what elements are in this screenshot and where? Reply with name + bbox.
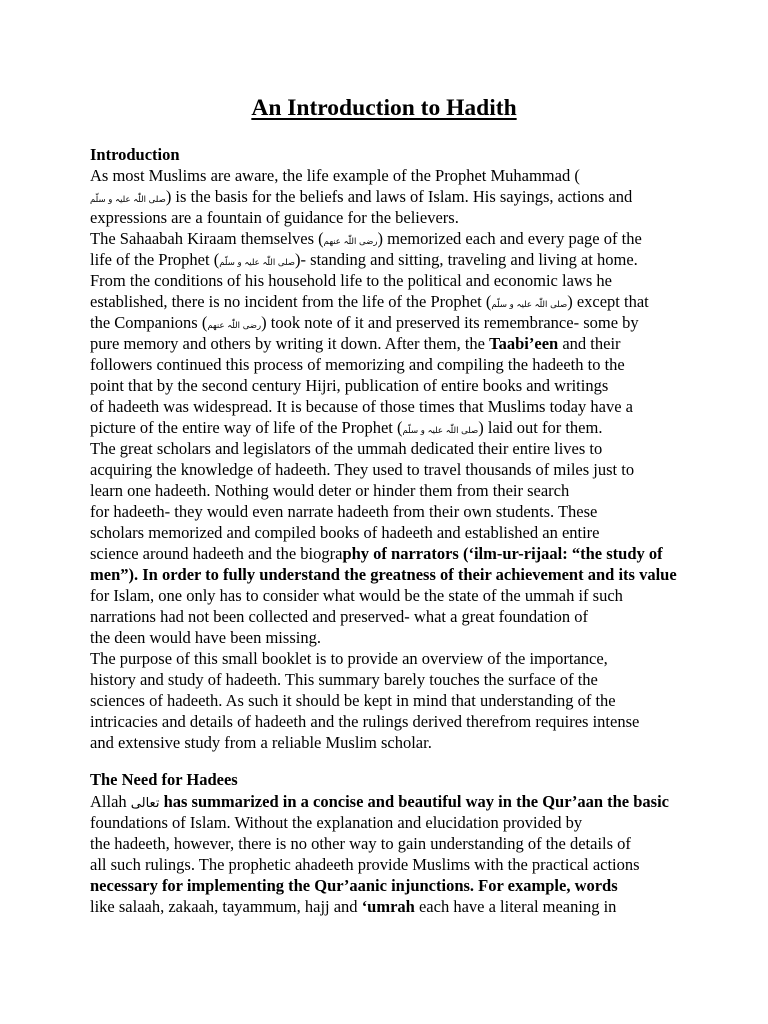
- paragraph-line: point that by the second century Hijri, publication of entire books and writings: [90, 376, 609, 395]
- page-title: An Introduction to Hadith: [251, 95, 517, 121]
- paragraph-line: The Sahaabah Kiraam themselves (رضى اللّٰہ عنهم) memorized each and every page of the: [90, 229, 642, 248]
- arabic-salutation: صلى اللّٰہ علیہ و سلّم: [402, 426, 479, 436]
- arabic-salutation: صلى اللّٰہ علیہ و سلّم: [219, 258, 296, 268]
- paragraph-line: followers continued this process of memorizing and compiling the hadeeth to the: [90, 355, 625, 374]
- section-heading-introduction: Introduction: [90, 145, 180, 164]
- arabic-salutation: صلى اللّٰہ علیہ و سلّم: [90, 195, 166, 205]
- paragraph-line: From the conditions of his household life to the political and economic laws he: [90, 271, 612, 290]
- paragraph-line: like salaah, zakaah, tayammum, hajj and ‘umrah each have a literal meaning in: [90, 897, 617, 916]
- paragraph-line: foundations of Islam. Without the explanation and elucidation provided by: [90, 813, 583, 832]
- paragraph-line: learn one hadeeth. Nothing would deter or hinder them from their search: [90, 481, 570, 500]
- paragraph-line: necessary for implementing the Qur’aanic injunctions. For example, words: [90, 876, 618, 895]
- paragraph-line: the hadeeth, however, there is no other way to gain understanding of the details of: [90, 834, 631, 853]
- paragraph-line: صلى اللّٰہ علیہ و سلّم) is the basis for the beliefs and laws of Islam. His sayings, actions and: [90, 187, 633, 206]
- paragraph-line: expressions are a fountain of guidance for the believers.: [90, 208, 459, 227]
- arabic-word: تعالى: [130, 796, 160, 811]
- paragraph-line: picture of the entire way of life of the Prophet (صلى اللّٰہ علیہ و سلّم) laid out for them.: [90, 418, 603, 437]
- arabic-salutation: رضى اللّٰہ عنهم: [207, 321, 262, 331]
- paragraph-line: sciences of hadeeth. As such it should be kept in mind that understanding of the: [90, 691, 616, 710]
- paragraph-line: scholars memorized and compiled books of hadeeth and established an entire: [90, 523, 600, 542]
- paragraph-line: the deen would have been missing.: [90, 628, 321, 647]
- paragraph-line: The purpose of this small booklet is to provide an overview of the importance,: [90, 649, 608, 668]
- paragraph-line: and extensive study from a reliable Muslim scholar.: [90, 733, 432, 752]
- paragraph-line: science around hadeeth and the biography of narrators (‘ilm-ur-rijaal: “the study of: [90, 544, 663, 563]
- paragraph-line: life of the Prophet (صلى اللّٰہ علیہ و سلّم)- standing and sitting, traveling and living at home.: [90, 250, 638, 269]
- arabic-salutation: صلى اللّٰہ علیہ و سلّم: [491, 300, 568, 310]
- paragraph-line: men”). In order to fully understand the greatness of their achievement and its value: [90, 565, 677, 584]
- paragraph-line: the Companions (رضى اللّٰہ عنهم) took note of it and preserved its remembrance- some by: [90, 313, 639, 332]
- paragraph-line: for hadeeth- they would even narrate hadeeth from their own students. These: [90, 502, 598, 521]
- paragraph-line: pure memory and others by writing it down. After them, the Taabi’een and their: [90, 334, 621, 353]
- section-heading-need-for-hadees: The Need for Hadees: [90, 770, 238, 789]
- paragraph-line: all such rulings. The prophetic ahadeeth provide Muslims with the practical actions: [90, 855, 640, 874]
- paragraph-line: of hadeeth was widespread. It is because of those times that Muslims today have a: [90, 397, 633, 416]
- paragraph-line: established, there is no incident from the life of the Prophet (صلى اللّٰہ علیہ و سلّم) except that: [90, 292, 649, 311]
- paragraph-line: intricacies and details of hadeeth and the rulings derived therefrom requires intense: [90, 712, 640, 731]
- paragraph-line: The great scholars and legislators of the ummah dedicated their entire lives to: [90, 439, 603, 458]
- paragraph-line: for Islam, one only has to consider what would be the state of the ummah if such: [90, 586, 623, 605]
- paragraph-line: As most Muslims are aware, the life example of the Prophet Muhammad (: [90, 166, 580, 185]
- paragraph-line: history and study of hadeeth. This summary barely touches the surface of the: [90, 670, 598, 689]
- paragraph-line: Allah تعالى has summarized in a concise and beautiful way in the Qur’aan the basic: [90, 792, 669, 811]
- paragraph-line: narrations had not been collected and preserved- what a great foundation of: [90, 607, 589, 626]
- arabic-salutation: رضى اللّٰہ عنهم: [323, 237, 378, 247]
- paragraph-line: acquiring the knowledge of hadeeth. They used to travel thousands of miles just to: [90, 460, 635, 479]
